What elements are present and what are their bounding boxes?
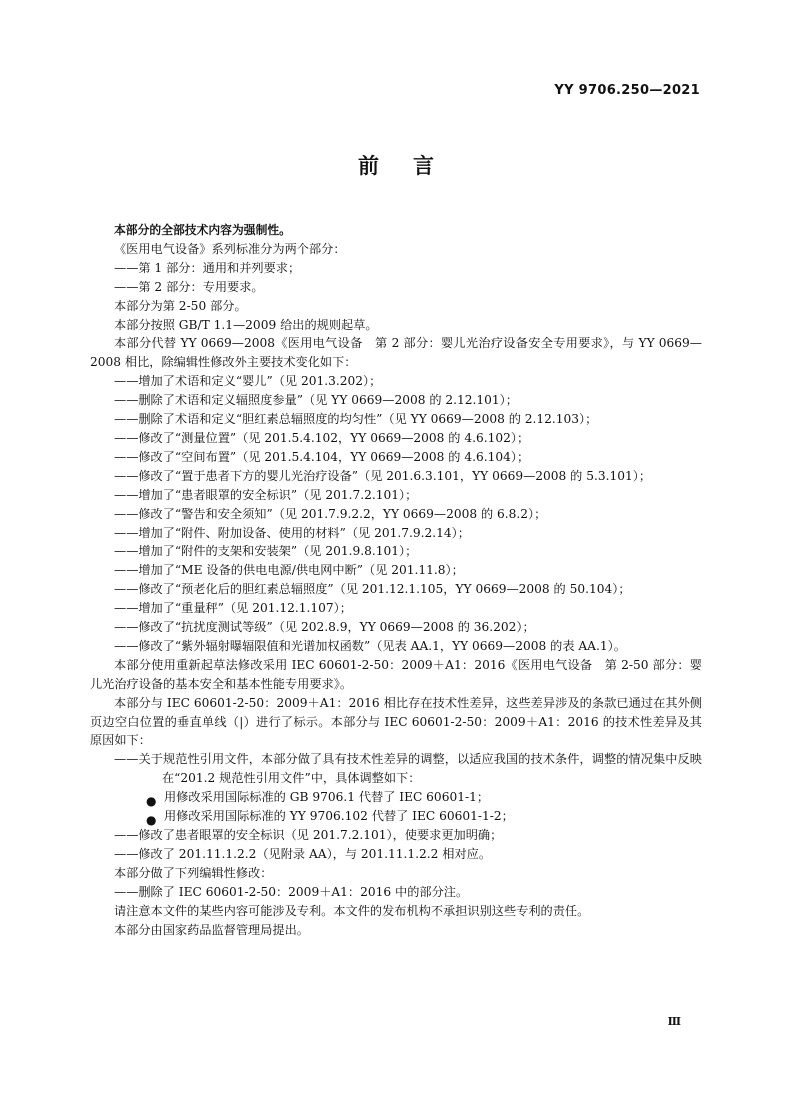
change-item-6: ——修改了“置于患者下方的婴儿光治疗设备”（见 201.6.3.101，YY 0669—2008 的 5.3.101）； — [114, 468, 652, 483]
editorial-item-1: ——删除了 IEC 60601-2-50：2009＋A1：2016 中的部分注。 — [114, 884, 469, 899]
change-item-2: ——删除了术语和定义辐照度参量”（见 YY 0669—2008 的 2.12.101）； — [114, 393, 518, 408]
bullet-item-1 — [90, 788, 702, 807]
change-item-11: ——增加了“ME 设备的供电电源/供电网中断”（见 201.11.8）； — [114, 563, 464, 578]
page-title: 前言 — [358, 154, 468, 178]
change-item-9: ——增加了“附件、附加设备、使用的材料”（见 201.7.9.2.14）； — [114, 525, 470, 540]
paragraph-mandatory: 本部分的全部技术内容为强制性。 — [114, 223, 291, 237]
change-item-1: ——增加了术语和定义“婴儿”（见 201.3.202）； — [114, 374, 382, 389]
paragraph-replaces: 本部分代替 YY 0669—2008《医用电气设备 第 2 部分：婴儿光治疗设备安全专用要求》，与 YY 0669—2008 相比，除编辑性修改外主要技术变化如下： — [90, 336, 702, 370]
change-item-15: ——修改了“紫外辐射曝辐限值和光谱加权函数”（见表 AA.1，YY 0669—2008 的表 AA.1）。 — [114, 638, 626, 653]
change-item-4: ——修改了“测量位置”（见 201.5.4.102，YY 0669—2008 的 4.6.102）； — [114, 430, 530, 445]
difference-item-1: ——关于规范性引用文件，本部分做了具有技术性差异的调整，以适应我国的技术条件，调整的情况集中反映在“201.2 规范性引用文件”中，具体调整如下： — [114, 752, 702, 786]
change-item-7: ——增加了“患者眼罩的安全标识”（见 201.7.2.101）； — [114, 487, 418, 502]
page-header-code: YY 9706.250—2021 — [554, 83, 700, 98]
paragraph-editorial: 本部分做了下列编辑性修改： — [114, 865, 273, 880]
paragraph-patent-notice: 请注意本文件的某些内容可能涉及专利。本文件的发布机构不承担识别这些专利的责任。 — [114, 903, 590, 918]
bullet-item-text: 用修改采用国际标准的 GB 9706.1 代替了 IEC 60601-1； — [164, 790, 490, 805]
change-item-13: ——增加了“重量秤”（见 201.12.1.107）； — [114, 601, 352, 616]
change-item-14: ——修改了“抗扰度测试等级”（见 202.8.9，YY 0669—2008 的 36.202）； — [114, 620, 535, 635]
paragraph-technical-differences: 本部分与 IEC 60601-2-50：2009＋A1：2016 相比存在技术性差异，这些差异涉及的条款已通过在其外侧页边空白位置的垂直单线（|）进行了标示。本部分与 IEC 60601-2-50：2009＋A1：2016 的技术性差异及其原因如下： — [90, 695, 702, 748]
list-item-part2: ——第 2 部分：专用要求。 — [114, 279, 264, 294]
paragraph-part-number: 本部分为第 2-50 部分。 — [114, 298, 247, 313]
change-item-8: ——修改了“警告和安全须知”（见 201.7.9.2.2，YY 0669—2008 的 6.8.2）； — [114, 506, 547, 521]
paragraph-adoption: 本部分使用重新起草法修改采用 IEC 60601-2-50：2009＋A1：2016《医用电气设备 第 2-50 部分：婴儿光治疗设备的基本安全和基本性能专用要求》。 — [90, 657, 702, 691]
paragraph-drafting-rules: 本部分按照 GB/T 1.1—2009 给出的规则起草。 — [114, 317, 378, 332]
bullet-dot-icon: ● — [146, 813, 157, 828]
paragraph-proposer: 本部分由国家药品监督管理局提出。 — [114, 922, 309, 937]
bullet-dot-icon: ● — [146, 794, 157, 809]
paragraph-series: 《医用电气设备》系列标准分为两个部分： — [114, 241, 346, 256]
list-item-part1: ——第 1 部分：通用和并列要求； — [114, 260, 301, 275]
page-number: Ⅲ — [667, 1015, 682, 1028]
difference-item-3: ——修改了 201.11.1.2.2（见附录 AA），与 201.11.1.2.2 相对应。 — [114, 846, 492, 861]
change-item-3: ——删除了术语和定义“胆红素总辐照度的均匀性”（见 YY 0669—2008 的 2.12.103）； — [114, 412, 598, 427]
bullet-item-2 — [90, 807, 702, 826]
change-item-10: ——增加了“附件的支架和安装架”（见 201.9.8.101）； — [114, 544, 418, 559]
change-item-5: ——修改了“空间布置”（见 201.5.4.104，YY 0669—2008 的 4.6.104）； — [114, 449, 530, 464]
difference-item-2: ——修改了患者眼罩的安全标识（见 201.7.2.101），使要求更加明确； — [114, 828, 503, 842]
document-body — [90, 221, 702, 939]
change-item-12: ——修改了“预老化后的胆红素总辐照度”（见 201.12.1.105，YY 0669—2008 的 50.104）； — [114, 582, 631, 597]
bullet-item-text: 用修改采用国际标准的 YY 9706.102 代替了 IEC 60601-1-2； — [164, 809, 514, 824]
